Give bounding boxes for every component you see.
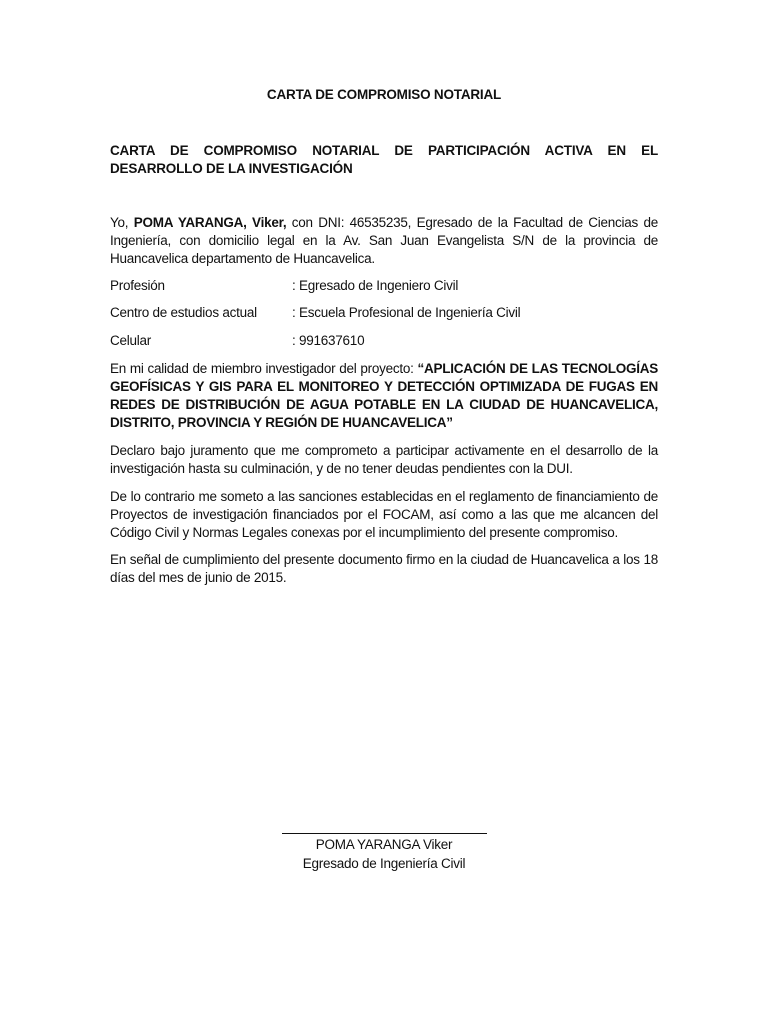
signature-line: [282, 833, 487, 834]
intro-prefix: Yo,: [110, 215, 134, 230]
field-value: : 991637610: [292, 333, 365, 348]
project-prefix: En mi calidad de miembro investigador del proyecto:: [110, 361, 418, 376]
signature-role: Egresado de Ingeniería Civil: [302, 856, 466, 871]
sanctions-paragraph: De lo contrario me someto a las sanciones establecidas en el reglamento de financiamiento de Proyectos de investigación financiados por el FOCAM, así como a las que me alcancen del Código Civil y Normas Legales conexas por el incumplimiento del presente compromiso.: [110, 489, 658, 540]
intro-rest: con DNI: 46535235, Egresado de la Facultad de Ciencias de Ingeniería, con domicilio legal en la Av. San Juan Evangelista S/N de la provincia de Huancavelica departamento de Huancavelica.: [110, 215, 658, 266]
document-subtitle: CARTA DE COMPROMISO NOTARIAL DE PARTICIPACIÓN ACTIVA EN EL DESARROLLO DE LA INVESTIGACIÓN: [110, 143, 658, 176]
project-title: “APLICACIÓN DE LAS TECNOLOGÍAS GEOFÍSICAS Y GIS PARA EL MONITOREO Y DETECCIÓN OPTIMIZADA DE FUGAS EN REDES DE DISTRIBUCIÓN DE AGUA POTABLE EN LA CIUDAD DE HUANCAVELICA, DISTRITO, PROVINCIA Y REGIÓN DE HUANCAVELICA”: [110, 361, 658, 430]
field-label: Centro de estudios actual: [110, 305, 257, 320]
field-label: Celular: [110, 333, 152, 348]
field-label: Profesión: [110, 278, 165, 293]
field-value: : Egresado de Ingeniero Civil: [292, 278, 459, 293]
intro-paragraph: [110, 214, 658, 268]
signature-name: POMA YARANGA Viker: [315, 837, 453, 852]
declarant-name: POMA YARANGA, Viker,: [133, 215, 287, 230]
project-paragraph: [110, 360, 658, 432]
field-value: : Escuela Profesional de Ingeniería Civil: [292, 305, 521, 320]
declaration-paragraph: Declaro bajo juramento que me comprometo a participar activamente en el desarrollo de la investigación hasta su culminación, y de no tener deudas pendientes con la DUI.: [110, 443, 658, 476]
closing-paragraph: En señal de cumplimiento del presente documento firmo en la ciudad de Huancavelica a los 18 días del mes de junio de 2015.: [110, 552, 658, 585]
document-title: CARTA DE COMPROMISO NOTARIAL: [266, 87, 502, 102]
